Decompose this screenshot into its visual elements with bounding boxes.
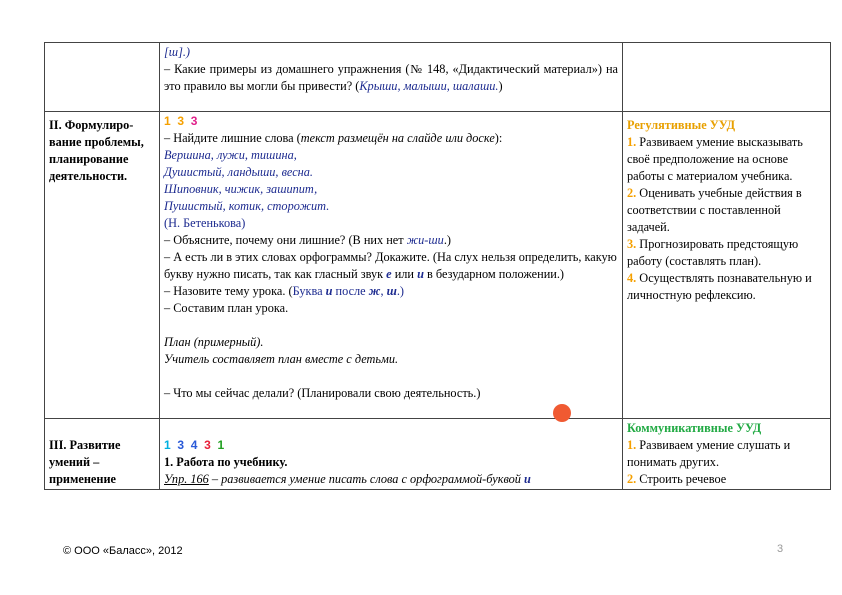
uud-text: Прогнозировать предстоящую работу (составлять план).	[627, 237, 799, 268]
letter-zh: ж	[368, 284, 381, 298]
uud-text: Развиваем умение слушать и понимать других.	[627, 438, 791, 469]
topic-text: после	[332, 284, 369, 298]
uud-item	[627, 236, 826, 270]
uud-number: 3.	[627, 237, 637, 251]
question-end: в безударном положении.)	[423, 267, 565, 281]
step-number: 1	[217, 438, 225, 452]
phoneme-text: [ш].)	[164, 45, 191, 59]
uud-text: Развиваем умение высказывать своё предположение на основе работы с материалом учебника.	[627, 135, 803, 183]
uud-number: 4.	[627, 271, 637, 285]
question-line: – Составим план урока.	[164, 301, 289, 315]
task-text: – Найдите лишние слова (	[164, 131, 301, 145]
question-line	[164, 283, 618, 300]
uud-text: Осуществлять познавательную и личностную рефлексию.	[627, 271, 812, 302]
homework-question	[164, 61, 618, 95]
uud-cell	[623, 43, 831, 112]
uud-text: Оценивать учебные действия в соответствии с поставленной задачей.	[627, 186, 802, 234]
poem-line: Шиповник, чижик, зашипит,	[164, 182, 318, 196]
step-number: 3	[204, 438, 211, 452]
homework-question-text: – Какие примеры из домашнего упражнения (№ 148, «Дидактический материал») на это правило вы могли бы привести? (	[164, 62, 618, 93]
uud-title: Регулятивные УУД	[627, 118, 736, 132]
uud-item	[627, 270, 826, 304]
task-note: текст размещён на слайде или доске	[300, 131, 495, 145]
uud-number: 1.	[627, 135, 637, 149]
stage-cell	[45, 112, 160, 419]
question-end: .)	[443, 233, 451, 247]
plan-heading: План (примерный).	[164, 335, 264, 349]
uud-item	[627, 134, 826, 185]
uud-item	[627, 471, 826, 488]
poem-line: Душистый, ландыши, весна.	[164, 165, 313, 179]
conjunction: или	[391, 267, 418, 281]
content-cell	[160, 112, 623, 419]
section-heading: 1. Работа по учебнику.	[164, 455, 288, 469]
poem-line: Вершина, лужи, тишина,	[164, 148, 297, 162]
content-cell	[160, 419, 623, 490]
uud-item	[627, 437, 826, 471]
exercise-text: – развивается умение писать слова с орфограммой-буквой	[208, 472, 525, 486]
step-numbers	[164, 113, 618, 130]
marker-dot	[553, 404, 571, 422]
exercise-ref: Упр. 166	[164, 472, 209, 486]
uud-number: 2.	[627, 472, 637, 486]
table-row	[45, 419, 831, 490]
table-row	[45, 43, 831, 112]
uud-text: Строить речевое	[636, 472, 727, 486]
stage-cell	[45, 43, 160, 112]
step-number: 3	[177, 438, 185, 452]
stage-title: II. Формулиро-вание проблемы, планирование деятельности.	[49, 118, 144, 183]
homework-paren: )	[498, 79, 503, 93]
letter-e: е	[386, 267, 392, 281]
uud-number: 2.	[627, 186, 637, 200]
letter-i: и	[417, 267, 424, 281]
step-number: 1	[164, 114, 171, 128]
step-number: 3	[190, 114, 198, 128]
table-row	[45, 112, 831, 419]
stage-cell	[45, 419, 160, 490]
task-end: ):	[494, 131, 503, 145]
letter-sh: ш	[386, 284, 397, 298]
question-text: – А есть ли в этих словах орфограммы? Докажите. (На слух нельзя определить, какую букву нужно писать, так как гласный звук	[164, 250, 617, 281]
question-end: .)	[396, 284, 405, 298]
lesson-plan-table	[44, 42, 831, 490]
step-number: 4	[190, 438, 198, 452]
plan-note: Учитель составляет план вместе с детьми.	[164, 352, 399, 366]
step-numbers	[164, 437, 618, 454]
topic-comma: ,	[380, 284, 387, 298]
poem-author: (Н. Бетенькова)	[164, 216, 246, 230]
letter-i: и	[524, 472, 531, 486]
uud-title: Коммуникативные УУД	[627, 421, 762, 435]
step-number: 1	[164, 438, 171, 452]
content-cell	[160, 43, 623, 112]
question-line	[164, 249, 618, 283]
exercise-line	[164, 471, 618, 488]
stage-title: III. Развитие умений – применение	[49, 438, 121, 486]
footer-copyright: © ООО «Баласс», 2012	[63, 545, 183, 557]
question-text: – Назовите тему урока. (	[164, 284, 293, 298]
uud-cell	[623, 112, 831, 419]
question-line	[164, 232, 618, 249]
question-line: – Что мы сейчас делали? (Планировали свою деятельность.)	[164, 386, 481, 400]
page-number: 3	[777, 543, 784, 555]
uud-number: 1.	[627, 438, 637, 452]
question-answer: жи-ши	[406, 233, 444, 247]
question-text: – Объясните, почему они лишние? (В них нет	[164, 233, 407, 247]
homework-answer: Крыши, малыши, шалаши.	[359, 79, 499, 93]
uud-item	[627, 185, 826, 236]
topic-text: Буква	[292, 284, 326, 298]
poem-line: Пушистый, котик, сторожит.	[164, 199, 330, 213]
letter-i: и	[325, 284, 333, 298]
uud-cell	[623, 419, 831, 490]
task-line	[164, 130, 618, 147]
step-number: 3	[177, 114, 185, 128]
